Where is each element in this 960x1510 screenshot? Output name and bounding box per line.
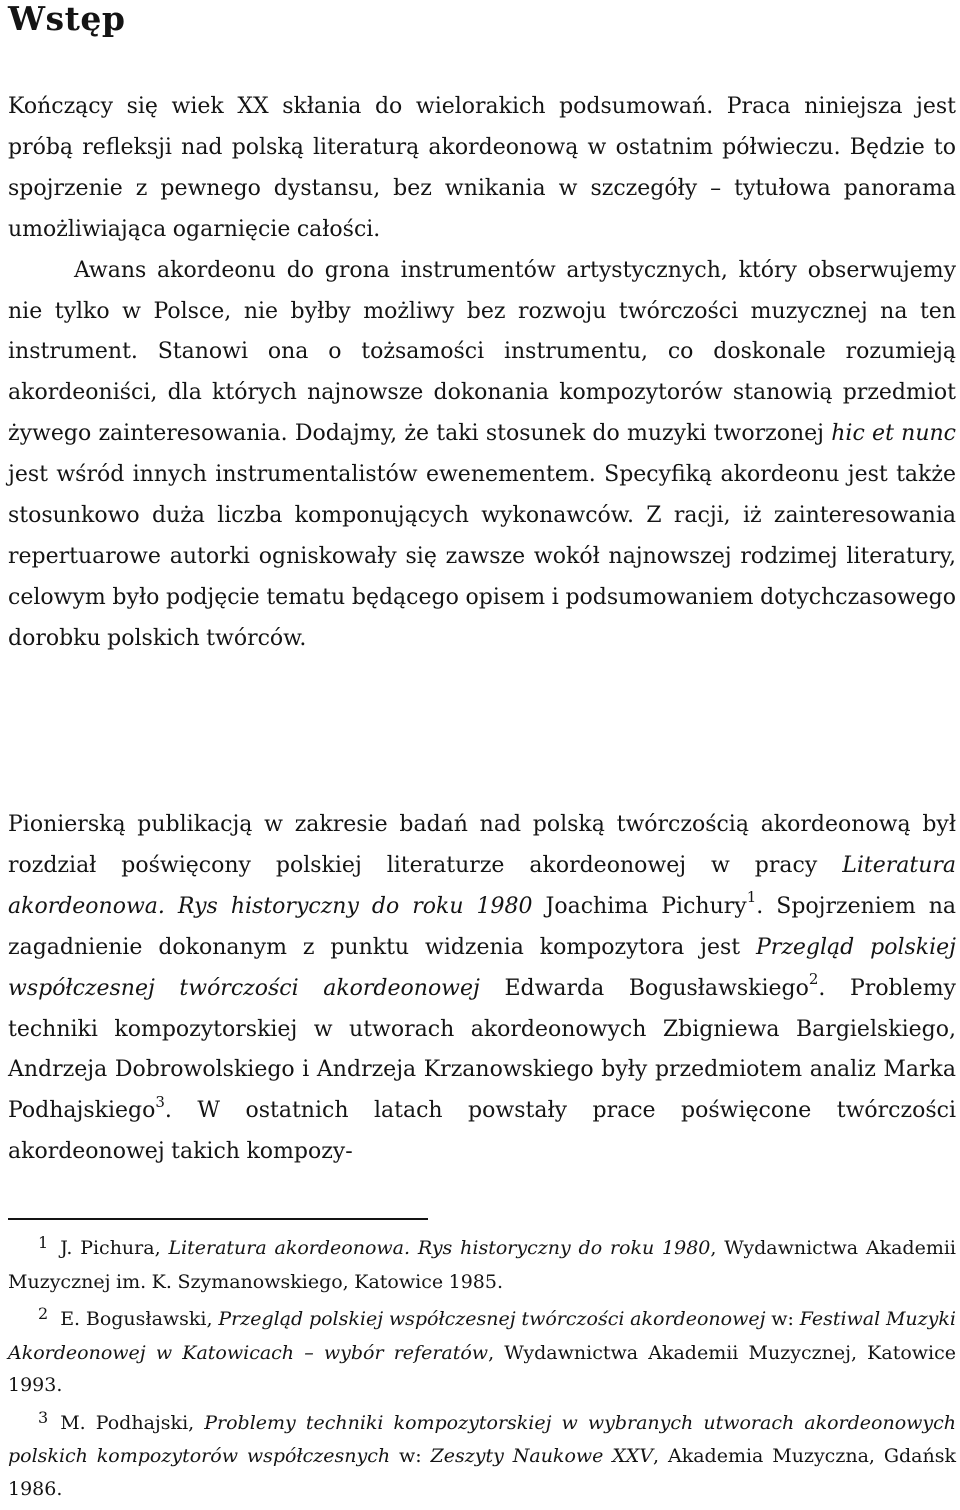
footnote-text: J. Pichura, bbox=[60, 1237, 169, 1259]
footnote-number: 2 bbox=[38, 1304, 49, 1323]
review-text-6: . W ostatnich latach powstały prace poświęcone twórczości akordeonowej takich kompozy- bbox=[8, 1098, 956, 1165]
footnote-title: Zeszyty Naukowe XXV bbox=[430, 1445, 654, 1467]
paragraph-intro-text: Kończący się wiek XX skłania do wielorakich podsumowań. Praca niniejsza jest próbą refleksji nad polską literaturą akordeonową w ostatnim półwieczu. Będzie to spojrzenie z pewnego dystansu, bez wnikania w szczegóły – tytułowa panorama umożliwiająca ogarnięcie całości. bbox=[8, 94, 956, 242]
footnote-divider bbox=[8, 1218, 428, 1220]
footnote-1 bbox=[8, 1232, 956, 1298]
footnote-title: Przegląd polskiej współczesnej twórczości akordeonowej bbox=[218, 1308, 766, 1330]
chapter-title: Wstęp bbox=[8, 0, 126, 38]
latin-phrase: hic et nunc bbox=[831, 421, 957, 447]
footnote-text: w: bbox=[390, 1445, 431, 1467]
footnote-2 bbox=[8, 1303, 956, 1402]
paragraph-accordion-status bbox=[8, 251, 956, 660]
paragraph-accordion-status-text-2: jest wśród innych instrumentalistów ewenementem. Specyfiką akordeonu jest także stosunkowo duża liczba komponujących wykonawców. Z racji, iż zainteresowania repertuarowe autorki ogniskowały się zawsze wokół najnowszej rodzimej literatury, celowym było podjęcie tematu będącego opisem i podsumowaniem dotychczasowego dorobku polskich twórców. bbox=[8, 462, 956, 651]
footnote-text: , Wydawnictwa Akademii Muzycznej im. K. Szymanowskiego, Katowice 1985. bbox=[8, 1237, 957, 1293]
paragraph-intro bbox=[8, 87, 956, 251]
review-text-5: . Problemy techniki kompozytorskiej w utworach akordeonowych Zbigniewa Bargielskiego, Andrzeja Dobrowolskiego i Andrzeja Krzanowskiego były przedmiotem analiz Marka Podhajskiego bbox=[8, 975, 956, 1124]
footnote-text: w: bbox=[765, 1308, 800, 1330]
intro-section bbox=[8, 87, 956, 660]
book-title-pichura: Literatura akordeonowa. Rys historyczny do roku 1980 bbox=[8, 852, 956, 919]
footnote-text: E. Bogusławski, bbox=[60, 1308, 219, 1330]
review-text-4: Edwarda Bogusławskiego bbox=[479, 975, 809, 1001]
footnote-title: Literatura akordeonowa. Rys historyczny do roku 1980 bbox=[168, 1237, 711, 1259]
literature-review-section bbox=[8, 805, 956, 1173]
paragraph-literature-review bbox=[8, 805, 956, 1173]
footnote-text: M. Podhajski, bbox=[60, 1411, 205, 1434]
review-text-3: . Spojrzeniem na zagadnienie dokonanym z punktu widzenia kompozytora jest bbox=[8, 893, 957, 960]
footnote-text: , Akademia Muzyczna, Gdańsk 1986. bbox=[8, 1445, 956, 1500]
footnote-ref-2[interactable]: 2 bbox=[808, 970, 819, 989]
footnote-title: Problemy techniki kompozytorskiej w wybranych utworach akordeonowych polskich kompozytorów współczesnych bbox=[8, 1411, 957, 1467]
footnote-number: 1 bbox=[38, 1233, 49, 1252]
footnote-text: , Wydawnictwa Akademii Muzycznej, Katowice 1993. bbox=[8, 1341, 957, 1396]
book-title-boguslawski: Przegląd polskiej współczesnej twórczości akordeonowej bbox=[8, 934, 956, 1001]
footnote-ref-3[interactable]: 3 bbox=[155, 1093, 165, 1112]
review-text-2: Joachima Pichury bbox=[532, 893, 747, 919]
footnote-3 bbox=[8, 1407, 956, 1506]
footnote-number: 3 bbox=[38, 1407, 49, 1427]
review-text-1: Pionierską publikacją w zakresie badań nad polską twórczością akordeonową był rozdział poświęcony polskiej literaturze akordeonowej w pracy bbox=[8, 812, 956, 878]
paragraph-accordion-status-text-1: Awans akordeonu do grona instrumentów artystycznych, który obserwujemy nie tylko w Polsce, nie byłby możliwy bez rozwoju twórczości muzycznej na ten instrument. Stanowi ona o tożsamości instrumentu, co doskonale rozumieją akordeoniści, dla których najnowsze dokonania kompozytorów stanowią przedmiot żywego zainteresowania. Dodajmy, że taki stosunek do muzyki tworzonej bbox=[8, 257, 956, 447]
footnote-title: Festiwal Muzyki Akordeonowej w Katowicach – wybór referatów bbox=[8, 1308, 957, 1364]
footnotes bbox=[8, 1232, 956, 1510]
footnote-ref-1[interactable]: 1 bbox=[746, 888, 757, 907]
